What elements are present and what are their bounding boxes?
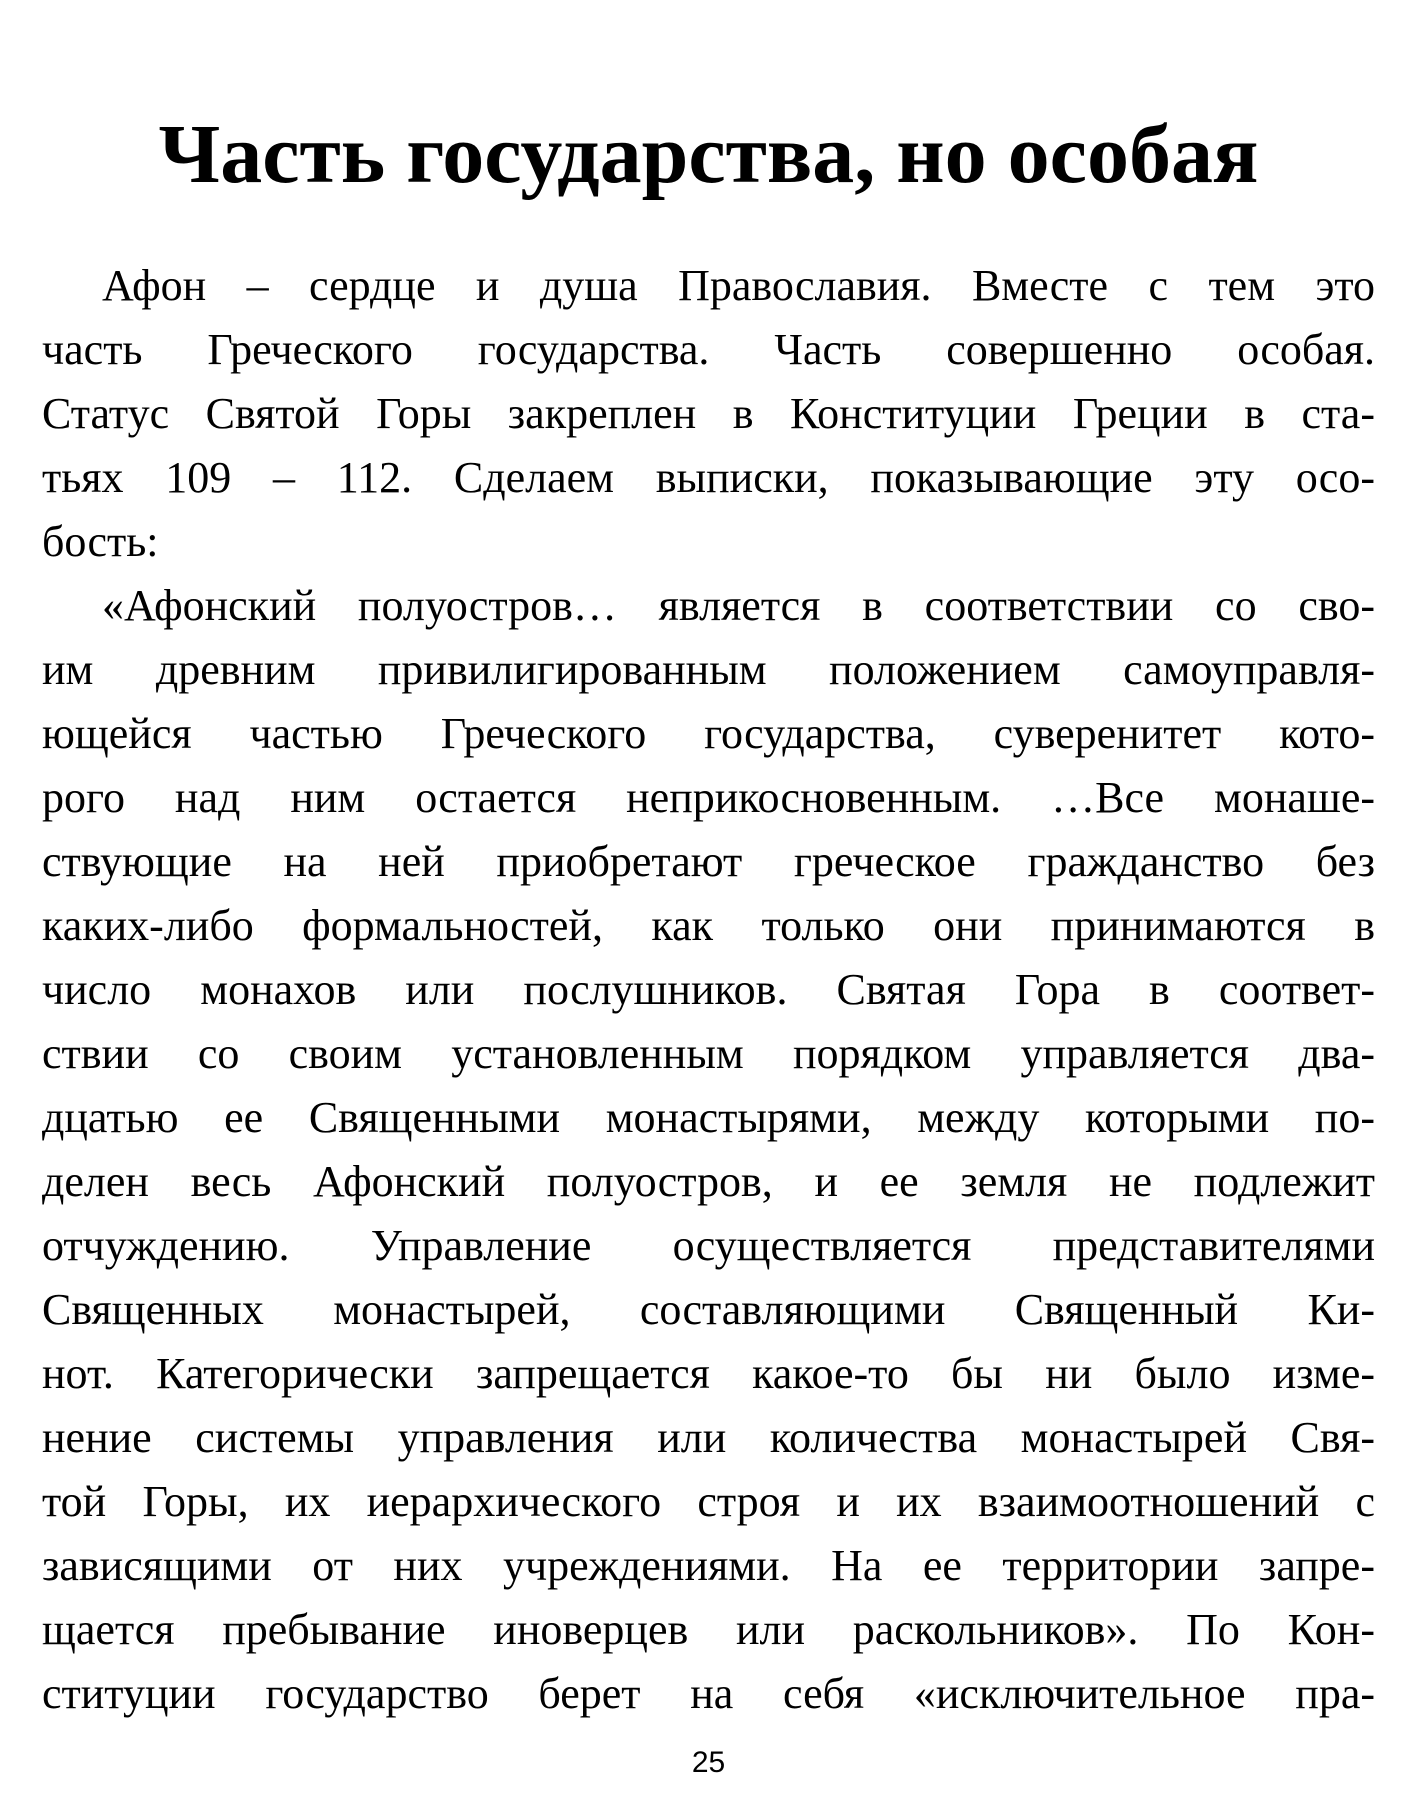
text-line: той Горы, их иерархического строя и их взаимоотношений с	[42, 1477, 1375, 1526]
body-text	[42, 254, 1375, 1726]
text-line: бость:	[42, 517, 159, 566]
text-line: Священных монастырей, составляющими Священный Ки-	[42, 1285, 1375, 1334]
page-number: 25	[691, 1746, 726, 1779]
text-line: отчуждению. Управление осуществляется представителями	[42, 1221, 1375, 1270]
text-line: каких-либо формальностей, как только они принимаются в	[42, 901, 1375, 950]
text-line: нение системы управления или количества монастырей Свя-	[42, 1413, 1375, 1462]
text-line: дцатью ее Священными монастырями, между которыми по-	[42, 1093, 1375, 1142]
text-line: зависящими от них учреждениями. На ее территории запре-	[42, 1541, 1375, 1590]
text-line: нот. Категорически запрещается какое-то бы ни было изме-	[42, 1349, 1375, 1398]
text-line: ствии со своим установленным порядком управляется два-	[42, 1029, 1375, 1078]
text-line: им древним привилигированным положением самоуправля-	[42, 645, 1375, 694]
text-line: делен весь Афонский полуостров, и ее земля не подлежит	[42, 1157, 1375, 1206]
text-line: часть Греческого государства. Часть совершенно особая.	[42, 325, 1375, 374]
text-line: ствующие на ней приобретают греческое гражданство без	[42, 837, 1375, 886]
text-line: Статус Святой Горы закреплен в Конституции Греции в ста-	[42, 389, 1375, 438]
text-line: число монахов или послушников. Святая Гора в соответ-	[42, 965, 1375, 1014]
text-line: ющейся частью Греческого государства, суверенитет кото-	[42, 709, 1375, 758]
text-line: щается пребывание иноверцев или раскольников». По Кон-	[42, 1605, 1375, 1654]
text-line: тьях 109 – 112. Сделаем выписки, показывающие эту осо-	[42, 453, 1375, 502]
page-title: Часть государства, но особая	[158, 108, 1259, 201]
text-line: ституции государство берет на себя «исключительное пра-	[42, 1669, 1375, 1718]
text-line: «Афонский полуостров… является в соответствии со сво-	[102, 581, 1375, 630]
text-line: Афон – сердце и душа Православия. Вместе с тем это	[102, 261, 1375, 310]
text-line: рого над ним остается неприкосновенным. …Все монаше-	[42, 773, 1375, 822]
